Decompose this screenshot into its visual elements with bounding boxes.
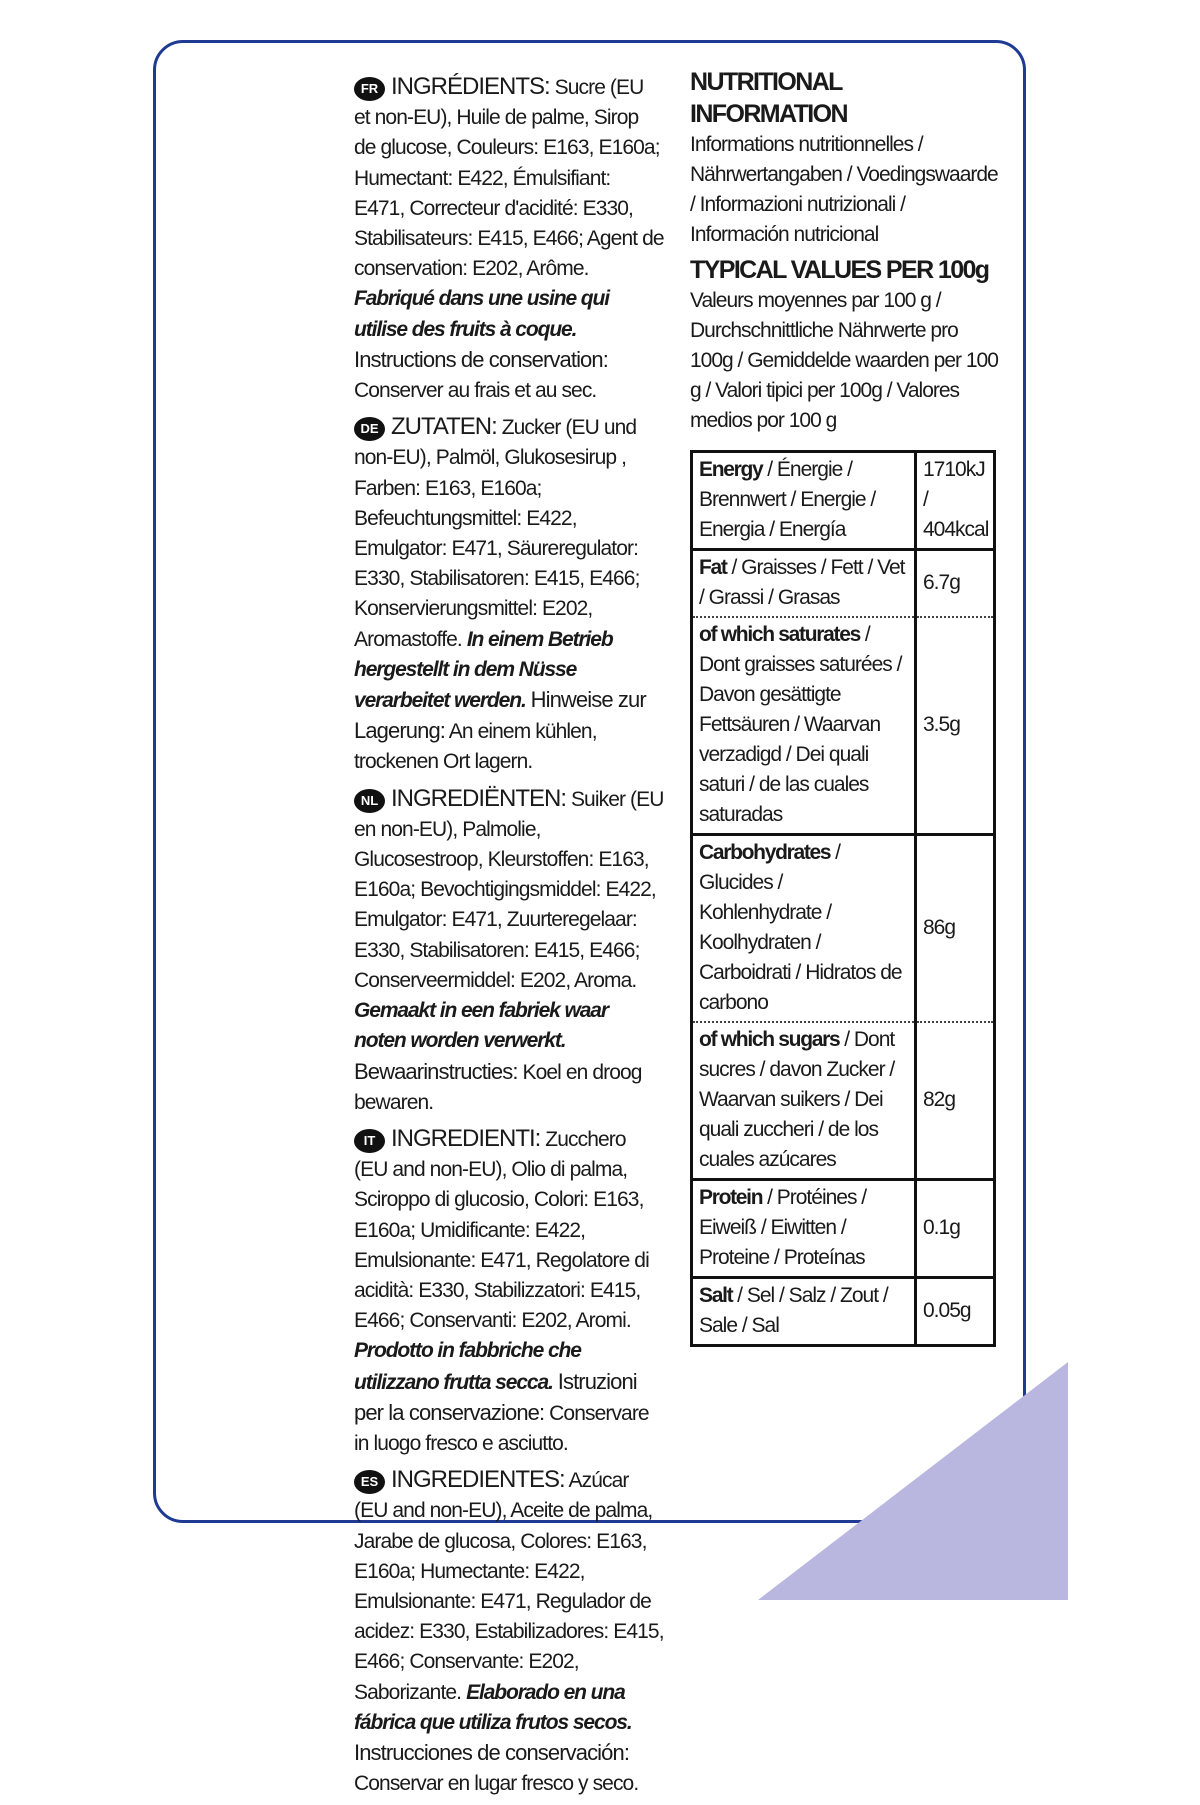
lang-badge-de: DE bbox=[354, 417, 385, 441]
ingredients-nl bbox=[354, 784, 664, 1118]
nutrient-translations: / Graisses / Fett / Vet / Grassi / Grasas bbox=[699, 556, 905, 609]
ingredients-de bbox=[354, 412, 664, 777]
nutrition-row-saturates bbox=[692, 617, 995, 835]
ingredients-body: Zucchero (EU and non-EU), Olio di palma, Sciroppo di glucosio, Colori: E163, E160a; Umidificante: E422, Emulsionante: E471, Regolatore di acidità: E330, Stabilizzatori: E415, E466; Conservanti: E202, Aromi. bbox=[354, 1127, 649, 1333]
ingredients-fr bbox=[354, 72, 664, 406]
nutrition-row-fat bbox=[692, 550, 995, 618]
storage-text: Conserver au frais et au sec. bbox=[354, 379, 597, 403]
storage-label: Instructions de conservation: bbox=[354, 346, 608, 372]
nutrient-translations: / Énergie / Brennwert / Energie / Energia / Energía bbox=[699, 458, 876, 541]
nutrition-row-sugars bbox=[692, 1022, 995, 1180]
nutrient-value: 6.7g bbox=[916, 550, 995, 618]
nutrient-value: 82g bbox=[916, 1022, 995, 1180]
ingredients-es bbox=[354, 1465, 664, 1799]
ingredients-column bbox=[354, 72, 664, 1805]
nutrient-translations: / Dont sucres / davon Zucker / Waarvan suikers / Dei quali zuccheri / de los cuales azúcares bbox=[699, 1028, 895, 1171]
lang-badge-fr: FR bbox=[354, 77, 385, 101]
ingredients-it bbox=[354, 1124, 664, 1459]
ingredients-heading: INGREDIENTES: bbox=[391, 1466, 565, 1494]
nutrition-row-carbohydrates bbox=[692, 835, 995, 1023]
nutrient-translations: / Sel / Salz / Zout / Sale / Sal bbox=[699, 1284, 888, 1337]
nutrient-label: Carbohydrates bbox=[699, 841, 831, 864]
nutrition-row-protein bbox=[692, 1180, 995, 1278]
nutrient-label: of which sugars bbox=[699, 1028, 840, 1051]
ingredients-body: Suiker (EU en non-EU), Palmolie, Glucosestroop, Kleurstoffen: E163, E160a; Bevochtigingsmiddel: E422, Emulgator: E471, Zuurteregelaar: E330, Stabilisatoren: E415, E466; Conserveermiddel: E202, Aroma. bbox=[354, 787, 664, 992]
nutrient-label-cell bbox=[692, 835, 916, 1023]
ingredients-heading: ZUTATEN: bbox=[391, 413, 497, 441]
nutrition-row-salt bbox=[692, 1278, 995, 1346]
nutrient-label: Fat bbox=[699, 556, 727, 579]
nutrient-value: 3.5g bbox=[916, 617, 995, 835]
storage-label: Hinweise zur Lagerung: bbox=[354, 687, 646, 744]
ingredients-heading: INGREDIËNTEN: bbox=[391, 784, 567, 812]
nutrient-translations: / Glucides / Kohlenhydrate / Koolhydraten / Carboidrati / Hidratos de carbono bbox=[699, 841, 902, 1014]
nutrient-label-cell bbox=[692, 1278, 916, 1346]
nutrition-title-translations: Informations nutritionnelles / Nährwertangaben / Voedingswaarde / Informazioni nutrizionali / Información nutricional bbox=[690, 133, 998, 246]
nutrition-table bbox=[690, 450, 996, 1347]
nutrient-value: 0.1g bbox=[916, 1180, 995, 1278]
allergen-warning: Prodotto in fabbriche che utilizzano frutta secca. bbox=[354, 1339, 581, 1394]
nutrient-translations: / Protéines / Eiweiß / Eiwitten / Proteine / Proteínas bbox=[699, 1186, 867, 1269]
ingredients-body: Sucre (EU et non-EU), Huile de palme, Sirop de glucose, Couleurs: E163, E160a; Humectant: E422, Émulsifiant: E471, Correcteur d'acidité: E330, Stabilisateurs: E415, E466; Agent de conservation: E202, Arôme. bbox=[354, 76, 664, 281]
nutrition-column bbox=[690, 66, 1000, 1347]
lang-badge-it: IT bbox=[354, 1129, 385, 1153]
storage-label: Instrucciones de conservación: bbox=[354, 1739, 630, 1765]
storage-text: Conservar en lugar fresco y seco. bbox=[354, 1772, 639, 1796]
corner-accent-triangle bbox=[758, 1362, 1068, 1600]
lang-badge-es: ES bbox=[354, 1470, 385, 1494]
storage-text: Koel en droog bewaren. bbox=[354, 1060, 642, 1114]
nutrient-label: Salt bbox=[699, 1284, 733, 1307]
allergen-warning: Gemaakt in een fabriek waar noten worden verwerkt. bbox=[354, 999, 608, 1053]
nutrient-label-cell bbox=[692, 452, 916, 550]
nutrient-value: 0.05g bbox=[923, 1299, 971, 1322]
nutrient-label-cell bbox=[692, 1022, 916, 1180]
ingredients-body: Zucker (EU und non-EU), Palmöl, Glukosesirup , Farben: E163, E160a; Befeuchtungsmittel: E422, Emulgator: E471, Säureregulator: E330, Stabilisatoren: E415, E466; Konservierungsmittel: E202, Aromastoffe. bbox=[354, 416, 640, 651]
allergen-warning: In einem Betrieb hergestellt in dem Nüsse verarbeitet werden. bbox=[354, 627, 613, 713]
storage-label: Bewaarinstructies: bbox=[354, 1058, 518, 1084]
nutrient-value: 86g bbox=[916, 835, 995, 1023]
nutrient-label-cell bbox=[692, 1180, 916, 1278]
storage-label: Istruzioni per la conservazione: bbox=[354, 1368, 637, 1425]
allergen-warning: Fabriqué dans une usine qui utilise des fruits à coque. bbox=[354, 287, 609, 341]
nutrition-row-energy bbox=[692, 452, 995, 550]
ingredients-body: Azúcar (EU and non-EU), Aceite de palma, Jarabe de glucosa, Colores: E163, E160a; Humectante: E422, Emulsionante: E471, Regulador de acidez: E330, Estabilizadores: E415, E466; Conservante: E202, Saborizante. bbox=[354, 1469, 664, 1704]
nutrient-label: Energy bbox=[699, 458, 763, 481]
lang-badge-nl: NL bbox=[354, 789, 385, 813]
allergen-warning: Elaborado en una fábrica que utiliza frutos secos. bbox=[354, 1680, 632, 1734]
ingredients-heading: INGRÉDIENTS: bbox=[391, 73, 550, 100]
nutrition-title: NUTRITIONAL INFORMATION bbox=[690, 68, 847, 128]
nutrient-label: of which saturates bbox=[699, 623, 860, 646]
nutrient-label-cell bbox=[692, 550, 916, 618]
nutrient-translations: / Dont graisses saturées / Davon gesättigte Fettsäuren / Waarvan verzadigd / Dei quali saturi / de las cuales saturadas bbox=[699, 623, 902, 826]
storage-text: Conservare in luogo fresco e asciutto. bbox=[354, 1401, 649, 1455]
nutrient-label-cell bbox=[692, 617, 916, 835]
typical-values-translations: Valeurs moyennes par 100 g / Durchschnittliche Nährwerte pro 100g / Gemiddelde waarden per 100 g / Valori tipici per 100g / Valores medios por 100 g bbox=[690, 289, 998, 432]
typical-values-title: TYPICAL VALUES PER 100g bbox=[690, 256, 989, 284]
storage-text: An einem kühlen, trockenen Ort lagern. bbox=[354, 720, 597, 774]
ingredients-heading: INGREDIENTI: bbox=[391, 1124, 541, 1152]
nutrient-value: 1710kJ / 404kcal bbox=[916, 452, 995, 550]
nutrient-label: Protein bbox=[699, 1186, 763, 1209]
